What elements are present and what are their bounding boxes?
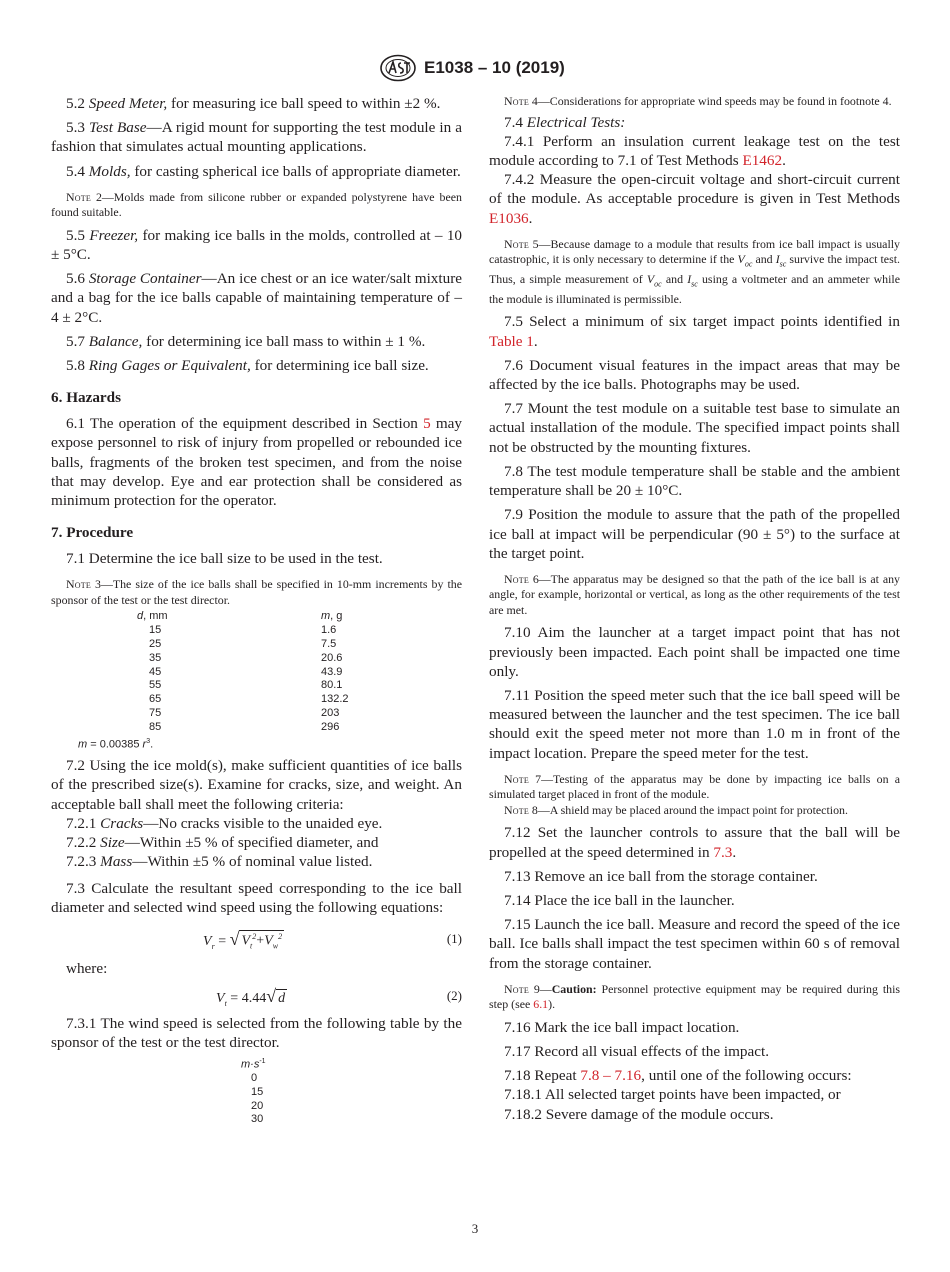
e1462-link[interactable]: E1462 (742, 151, 783, 169)
e1036-link[interactable]: E1036 (489, 209, 529, 227)
note-4: Note 4—Considerations for appropriate wind speeds may be found in footnote 4. (504, 94, 892, 108)
paragraph-5-7: 5.7 Balance, for determining ice ball mass to within ± 1 %. (66, 332, 426, 350)
table-row (137, 638, 349, 652)
section-range-link[interactable]: 7.8 – 7.16 (580, 1067, 642, 1085)
paragraph-7-9: 7.9 Position the module to assure that the path of the propelled ice ball at impact will be perpendicular (90 ± 5°) to the surface at the target point. (489, 506, 900, 562)
paragraph-7-11: 7.11 Position the speed meter such that the ice ball speed will be measured between the launcher and the test specimen. The ice ball should exit the speed meter not more than 1.0 m in front of the impact location. Prepare the speed meter for the test. (489, 687, 900, 762)
mass-cell: 20.6 (321, 651, 343, 664)
paragraph-7-13: 7.13 Remove an ice ball from the storage container. (504, 867, 818, 885)
table-row (137, 652, 349, 666)
note-8: Note 8—A shield may be placed around the impact point for protection. (504, 802, 848, 817)
paragraph-7-2: 7.2 Using the ice mold(s), make sufficient quantities of ice balls of the prescribed size(s). Examine for cracks, size, and weight. An acceptable ball shall meet the following criteria: (51, 757, 462, 813)
note-6: Note 6—The apparatus may be designed so that the path of the ice ball is at any angle, for example, horizontal or vertical, as long as the other requirements of the test are met. (489, 571, 900, 617)
table-row (137, 624, 349, 638)
table-row (137, 666, 349, 680)
paragraph-7-2-1: 7.2.1 Cracks—No cracks visible to the unaided eye. (66, 814, 383, 832)
diameter-cell: 85 (149, 720, 162, 733)
paragraph-5-5: 5.5 Freezer, for making ice balls in the molds, controlled at – 10 ± 5°C. (51, 226, 463, 264)
table-row (137, 721, 349, 735)
page-number: 3 (471, 1221, 479, 1236)
paragraph-7-5: 7.5 Select a minimum of six target impact points identified in Table 1. (489, 313, 900, 350)
table-row (241, 1113, 266, 1127)
paragraph-7-17: 7.17 Record all visual effects of the impact. (504, 1042, 769, 1060)
mass-cell: 132.2 (321, 693, 349, 706)
section-7-heading: 7. Procedure (51, 524, 134, 542)
wind-speed-cell: 0 (251, 1071, 258, 1084)
paragraph-7-2-3: 7.2.3 Mass—Within ±5 % of nominal value listed. (66, 853, 373, 871)
table-row (137, 707, 349, 721)
page-header (0, 54, 950, 84)
section-6-1-link[interactable]: 6.1 (533, 997, 549, 1012)
wind-table-header: $m\cdot s^{-1}$ (241, 1057, 266, 1071)
section-6-heading: 6. Hazards (51, 389, 122, 407)
equation-2-number: (2) (446, 988, 462, 1004)
wind-speed-table (241, 1055, 266, 1128)
diameter-cell: 55 (149, 679, 162, 692)
equation-1-number: (1) (446, 930, 462, 946)
paragraph-5-2: 5.2 Speed Meter, for measuring ice ball speed to within ±2 %. (66, 95, 441, 112)
diameter-cell: 45 (149, 665, 162, 678)
diameter-cell: 75 (149, 707, 162, 720)
table-row (137, 693, 349, 707)
note-5: Note 5—Because damage to a module that results from ice ball impact is usually catastrophic, it is only necessary to determine if the $V_{oc}$ and $I_{sc}$ survive the impact test. Thus, a simple measurement of $V_{oc}$ and $I_{sc}$ using a voltmeter and an ammeter while the module is illuminated is permissible. (489, 236, 900, 306)
paragraph-5-3: 5.3 Test Base—A rigid mount for supporting the test module in a fashion that simulates actual mounting applications. (51, 119, 463, 156)
paragraph-6-1: 6.1 The operation of the equipment described in Section 5 may expose personnel to risk of injury from propelled or rebounded ice balls, fragments of the broken test specimen, and from the noise that may develop. Eye and ear protection shall be considered as minimum protection for the operator. (51, 415, 462, 510)
mass-cell: 1.6 (321, 624, 337, 637)
section-5-link[interactable]: 5 (423, 415, 431, 433)
note-2: Note 2—Molds made from silicone rubber or expanded polystyrene have been found suitable. (51, 189, 462, 220)
equation-2: $V_t = 4.44√$ d (2) (216, 986, 462, 1008)
wind-speed-cell: 20 (251, 1099, 264, 1112)
mass-formula: m = 0.00385 $r^3$. (78, 737, 154, 751)
paragraph-7-18-2: 7.18.2 Severe damage of the module occurs. (504, 1105, 774, 1123)
paragraph-5-4: 5.4 Molds, for casting spherical ice balls of appropriate diameter. (66, 162, 461, 180)
diameter-cell: 65 (149, 693, 162, 706)
paragraph-7-6: 7.6 Document visual features in the impact areas that may be affected by the ice balls. Photographs may be used. (489, 356, 900, 394)
table-1-link[interactable]: Table 1 (489, 332, 534, 350)
paragraph-7-2-2: 7.2.2 Size—Within ±5 % of specified diameter, and (66, 834, 379, 852)
paragraph-7-4-2: 7.4.2 Measure the open-circuit voltage and short-circuit current of the module. As acceptable procedure is given in Test Methods E1036. (489, 171, 900, 227)
paragraph-7-3: 7.3 Calculate the resultant speed corresponding to the ice ball diameter and selected wind speed using the following equations: (51, 879, 462, 916)
left-column (51, 94, 462, 1127)
paragraph-7-8: 7.8 The test module temperature shall be stable and the ambient temperature shall be 20 ± 10°C. (489, 462, 900, 500)
paragraph-7-4: 7.4 Electrical Tests: (504, 113, 626, 131)
section-7-3-link[interactable]: 7.3 (713, 843, 733, 861)
table-row (137, 679, 349, 693)
wind-speed-cell: 15 (251, 1085, 264, 1098)
mass-header: m, g (321, 610, 343, 623)
astm-logo-icon (379, 54, 417, 82)
where-label: where: (66, 959, 108, 977)
paragraph-7-10: 7.10 Aim the launcher at a target impact point that has not previously been impacted. Each point shall be impacted one time only. (489, 624, 900, 680)
paragraph-7-16: 7.16 Mark the ice ball impact location. (504, 1018, 740, 1036)
diameter-cell: 25 (149, 638, 162, 651)
note-9: Note 9—Caution: Personnel protective equipment may be required during this step (see 6.1). (489, 981, 900, 1012)
paragraph-5-6: 5.6 Storage Container—An ice chest or an ice water/salt mixture and a bag for the ice balls capable of maintaining temperature of – 4 ± 2°C. (51, 270, 463, 326)
paragraph-7-4-1: 7.4.1 Perform an insulation current leakage test on the test module according to 7.1 of Test Methods E1462. (489, 132, 900, 169)
paragraph-7-3-1: 7.3.1 The wind speed is selected from the following table by the sponsor of the test or the test director. (51, 1015, 462, 1052)
paragraph-7-18-1: 7.18.1 All selected target points have been impacted, or (504, 1086, 841, 1104)
designation-title: E1038 – 10 (2019) (424, 58, 565, 77)
mass-cell: 296 (321, 720, 340, 733)
table-row (241, 1072, 266, 1086)
table-header-row (137, 610, 349, 624)
note-3: Note 3—The size of the ice balls shall be specified in 10-mm increments by the sponsor of the test or the test director. (51, 577, 462, 607)
table-row (241, 1086, 266, 1100)
diameter-cell: 35 (149, 651, 162, 664)
diameter-header: d, mm (137, 610, 168, 623)
right-column (489, 94, 900, 1124)
paragraph-7-15: 7.15 Launch the ice ball. Measure and record the speed of the ice ball. Ice balls shall impact the test specimen within 60 s of removal from the storage container. (489, 916, 900, 972)
paragraph-5-8: 5.8 Ring Gages or Equivalent, for determining ice ball size. (66, 357, 429, 375)
diameter-cell: 15 (149, 624, 162, 637)
paragraph-7-18: 7.18 Repeat 7.8 – 7.16, until one of the following occurs: (504, 1067, 852, 1085)
mass-cell: 80.1 (321, 679, 343, 692)
paragraph-7-1: 7.1 Determine the ice ball size to be used in the test. (66, 550, 383, 568)
mass-cell: 203 (321, 707, 340, 720)
paragraph-7-14: 7.14 Place the ice ball in the launcher. (504, 891, 735, 909)
table-row (241, 1100, 266, 1114)
mass-cell: 43.9 (321, 665, 343, 678)
equation-1: $V_r$ = √ $V_t^2+V_w^2$ (1) (203, 928, 462, 951)
paragraph-7-12: 7.12 Set the launcher controls to assure that the ball will be propelled at the speed determined in 7.3. (489, 824, 900, 861)
mass-cell: 7.5 (321, 638, 337, 651)
note-7: Note 7—Testing of the apparatus may be done by impacting ice balls on a simulated target placed in front of the module. (489, 771, 900, 802)
wind-speed-cell: 30 (251, 1113, 264, 1126)
paragraph-7-7: 7.7 Mount the test module on a suitable test base to simulate an actual installation of the module. The specified impact points shall not be obstructed by the mounting fixtures. (489, 400, 900, 456)
ice-ball-size-table (137, 610, 349, 734)
